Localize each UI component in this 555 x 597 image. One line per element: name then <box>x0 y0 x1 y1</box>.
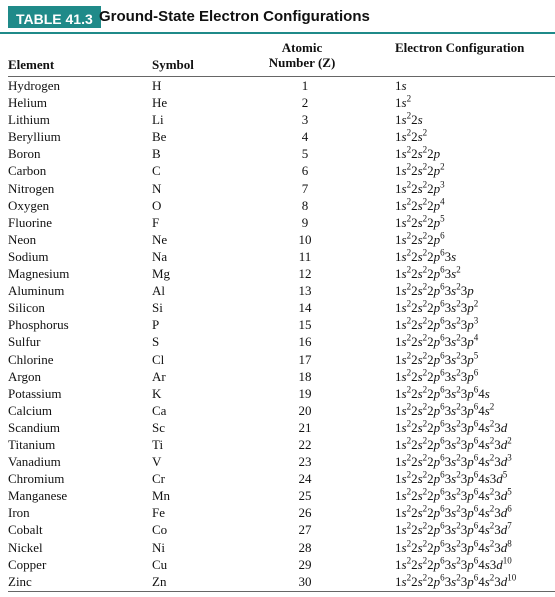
electron-configuration: $1s^22s^22p^63s^23p^64s^23d^8$ <box>395 538 512 555</box>
atomic-number: 23 <box>298 454 312 470</box>
atomic-number: 15 <box>298 317 312 333</box>
element-name: Phosphorus <box>8 317 69 333</box>
element-name: Nickel <box>8 539 43 555</box>
electron-configuration: $1s^22s^22p^63s^23p^64s^23d^6$ <box>395 504 512 521</box>
element-symbol: Be <box>152 129 167 145</box>
table-row <box>0 453 555 470</box>
column-header-symbol: Symbol <box>152 57 194 72</box>
element-name: Calcium <box>8 402 53 418</box>
table-row <box>0 128 555 145</box>
electron-configuration: $1s^22s^22p^63s^23p^5$ <box>395 350 479 367</box>
electron-configuration: $1s^22s^22p^2$ <box>395 162 445 179</box>
element-name: Vanadium <box>8 454 61 470</box>
atomic-number: 25 <box>298 488 312 504</box>
electron-configuration: $1s^22s^22p^63s^2$ <box>395 264 461 282</box>
electron-configuration: $1s^22s^2$ <box>395 127 428 145</box>
table-body <box>0 77 555 590</box>
electron-configuration: $1s^22s^22p^63s^23p^64s^23d^7$ <box>395 521 512 538</box>
element-name: Potassium <box>8 385 62 401</box>
electron-configuration: $1s^22s^22p^4$ <box>395 196 445 213</box>
element-symbol: Ti <box>152 436 164 452</box>
table-row <box>0 539 555 556</box>
electron-configuration: $1s^22s^22p^63s^23p^64s^23d^2$ <box>395 435 512 452</box>
element-symbol: P <box>152 317 160 333</box>
element-name: Helium <box>8 95 47 111</box>
electron-configuration: $1s^22s^22p^63s^23p^6$ <box>395 367 479 384</box>
atomic-number: 8 <box>301 197 309 213</box>
element-symbol: Ne <box>152 231 168 247</box>
element-name: Copper <box>8 556 47 572</box>
electron-configuration: $1s^22s^22p^63s^23p^4$ <box>395 333 479 350</box>
column-header-element: Element <box>8 57 55 72</box>
atomic-number: 27 <box>298 522 312 538</box>
table-row <box>0 162 555 179</box>
element-symbol: Al <box>152 283 165 299</box>
table-row <box>0 214 555 231</box>
element-name: Boron <box>8 146 41 162</box>
table-row <box>0 385 555 402</box>
table-row <box>0 316 555 333</box>
table-row <box>0 504 555 521</box>
element-name: Sodium <box>8 248 49 264</box>
table-row <box>0 556 555 573</box>
atomic-number: 22 <box>298 436 312 452</box>
table-row <box>0 197 555 214</box>
element-symbol: Na <box>152 248 168 264</box>
element-name: Hydrogen <box>8 78 60 93</box>
atomic-number: 5 <box>301 146 309 162</box>
element-name: Chlorine <box>8 351 54 367</box>
table-row <box>0 402 555 419</box>
column-header-electron-configuration: Electron Configuration <box>395 40 525 55</box>
electron-configuration: $1s^22s^22p^63s^23p^64s^23d$ <box>395 418 508 435</box>
table-row <box>0 521 555 538</box>
electron-configuration: $1s^22s^22p^5$ <box>395 213 445 230</box>
element-name: Cobalt <box>8 522 43 538</box>
atomic-number: 11 <box>298 248 312 264</box>
table-row <box>0 333 555 350</box>
element-name: Scandium <box>8 419 60 435</box>
atomic-number: 18 <box>298 368 312 384</box>
element-symbol: Cr <box>152 471 165 487</box>
atomic-number: 7 <box>301 180 309 196</box>
electron-configuration: $1s^22s^22p^63s^23p^2$ <box>395 298 479 316</box>
electron-configuration: 1s <box>395 78 407 93</box>
element-symbol: C <box>152 163 161 179</box>
element-symbol: Sc <box>152 419 165 435</box>
element-symbol: Cl <box>152 351 165 367</box>
element-name: Magnesium <box>8 266 70 282</box>
table-row <box>0 248 555 265</box>
table-row <box>0 368 555 385</box>
element-name: Chromium <box>8 471 65 487</box>
electron-configuration: $1s^22s^22p^63s^23p^64s^2$ <box>395 401 495 418</box>
element-name: Oxygen <box>8 197 50 213</box>
table-row <box>0 573 555 590</box>
element-symbol: Ar <box>152 368 166 384</box>
table-row <box>0 419 555 436</box>
atomic-number: 16 <box>298 334 312 350</box>
element-name: Beryllium <box>8 129 61 145</box>
electron-configuration: $1s^22s^22p^63s^23p^64s3d^{10}$ <box>395 555 512 572</box>
element-name: Iron <box>8 505 30 521</box>
element-symbol: He <box>152 95 168 111</box>
table-row <box>0 145 555 162</box>
atomic-number: 12 <box>298 266 312 282</box>
atomic-number: 4 <box>301 129 309 145</box>
element-name: Argon <box>8 368 41 384</box>
element-name: Silicon <box>8 300 45 316</box>
electron-configuration: $1s^22s^22p^6$ <box>395 230 445 247</box>
atomic-number: 30 <box>298 573 312 589</box>
atomic-number: 2 <box>301 95 309 111</box>
element-symbol: Ca <box>152 402 167 418</box>
table-row <box>0 299 555 316</box>
atomic-number: 3 <box>301 112 309 128</box>
table-row <box>0 94 555 111</box>
table-row <box>0 351 555 368</box>
electron-configuration: $1s^2$ <box>395 93 412 111</box>
element-symbol: H <box>152 78 162 93</box>
element-symbol: Si <box>152 300 163 316</box>
atomic-number: 29 <box>298 556 312 572</box>
electron-configuration: $1s^22s^22p$ <box>395 145 441 162</box>
table-row <box>0 180 555 197</box>
element-symbol: V <box>152 454 162 470</box>
element-symbol: Li <box>152 112 164 128</box>
table-row <box>0 436 555 453</box>
electron-configuration: $1s^22s^22p^63s^23p^64s^23d^{10}$ <box>395 572 517 589</box>
electron-configuration: $1s^22s^22p^63s^23p^64s^23d^5$ <box>395 486 512 504</box>
electron-configuration: $1s^22s^22p^63s^23p^64s3d^5$ <box>395 469 508 487</box>
element-symbol: Zn <box>152 573 167 589</box>
table-title: Ground-State Electron Configurations <box>99 8 370 25</box>
table-row <box>0 231 555 248</box>
element-name: Titanium <box>8 436 56 452</box>
column-header-atomic-number: Atomic Number (Z) <box>268 40 336 70</box>
element-name: Aluminum <box>8 283 65 299</box>
atomic-number: 17 <box>298 351 312 367</box>
element-symbol: Co <box>152 522 168 538</box>
element-name: Neon <box>8 231 37 247</box>
electron-configuration: $1s^22s$ <box>395 110 423 128</box>
bottom-rule <box>8 591 555 592</box>
atomic-number: 28 <box>298 539 312 555</box>
atomic-number: 26 <box>298 505 312 521</box>
element-symbol: Mg <box>152 266 171 282</box>
element-name: Fluorine <box>8 214 53 230</box>
table-row <box>0 470 555 487</box>
atomic-number: 1 <box>301 78 309 93</box>
table-row <box>0 487 555 504</box>
element-symbol: Mn <box>152 488 171 504</box>
element-symbol: Fe <box>152 505 165 521</box>
electron-configuration: $1s^22s^22p^3$ <box>395 179 445 196</box>
table-header <box>0 0 555 34</box>
element-name: Zinc <box>8 573 32 589</box>
element-name: Sulfur <box>8 334 41 350</box>
electron-configuration: $1s^22s^22p^63s^23p^3$ <box>395 315 479 333</box>
element-symbol: S <box>152 334 160 350</box>
element-name: Nitrogen <box>8 180 55 196</box>
element-symbol: Cu <box>152 556 168 572</box>
electron-configuration: $1s^22s^22p^63s$ <box>395 247 457 264</box>
table-row <box>0 282 555 299</box>
element-symbol: B <box>152 146 161 162</box>
element-name: Carbon <box>8 163 47 179</box>
element-symbol: Ni <box>152 539 165 555</box>
atomic-number: 20 <box>298 402 312 418</box>
table-row <box>0 111 555 128</box>
atomic-number: 19 <box>298 385 312 401</box>
table-row <box>0 265 555 282</box>
atomic-number: 14 <box>298 300 312 316</box>
table-row <box>0 77 555 94</box>
element-symbol: K <box>152 385 162 401</box>
atomic-number: 6 <box>301 163 309 179</box>
electron-configuration: $1s^22s^22p^63s^23p^64s^23d^3$ <box>395 452 512 470</box>
element-symbol: F <box>152 214 160 230</box>
atomic-number: 10 <box>298 231 312 247</box>
atomic-number: 21 <box>298 419 312 435</box>
electron-configuration: $1s^22s^22p^63s^23p^64s$ <box>395 384 490 401</box>
atomic-number: 9 <box>301 214 309 230</box>
element-name: Lithium <box>8 112 50 128</box>
atomic-number: 13 <box>298 283 312 299</box>
atomic-number: 24 <box>298 471 312 487</box>
table-number-badge: TABLE 41.3 <box>8 6 101 28</box>
element-symbol: O <box>152 197 162 213</box>
element-name: Manganese <box>8 488 68 504</box>
electron-configuration: $1s^22s^22p^63s^23p$ <box>395 281 474 299</box>
element-symbol: N <box>152 180 162 196</box>
